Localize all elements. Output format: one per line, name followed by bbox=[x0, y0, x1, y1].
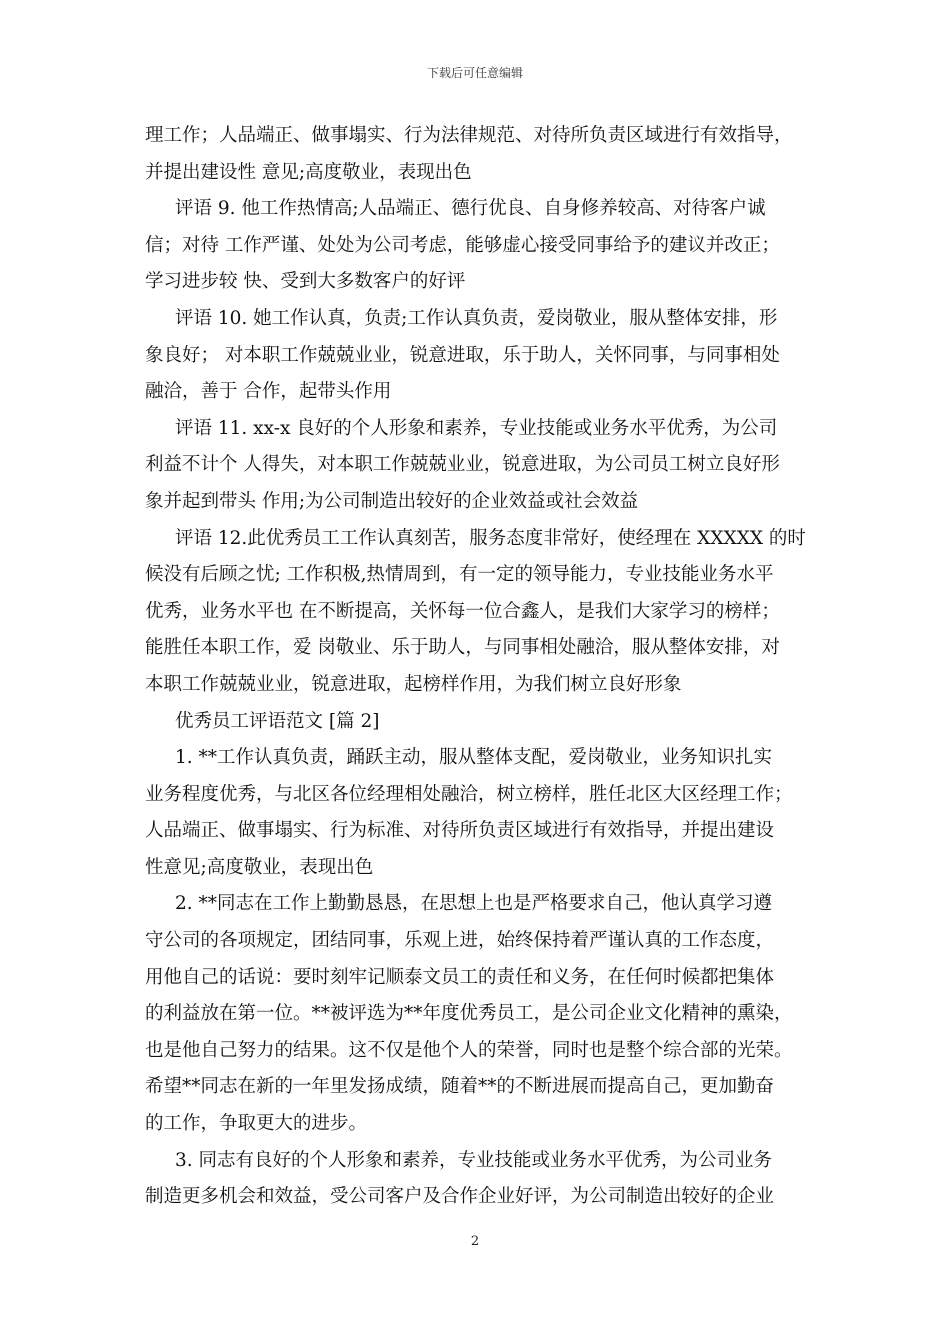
text-line: 性意见;高度敬业，表现出色 bbox=[145, 856, 374, 878]
text-line: 融洽，善于 合作，起带头作用 bbox=[145, 381, 392, 403]
text-line: 用他自己的话说：要时刻牢记顺泰文员工的责任和义务，在任何时候都把集体 bbox=[145, 966, 775, 988]
comment-11-line: 评语 11. xx-x 良好的个人形象和素养，专业技能或业务水平优秀，为公司 bbox=[175, 417, 778, 439]
section-heading: 优秀员工评语范文 [篇 2] bbox=[175, 710, 380, 732]
page-header: 下载后可任意编辑 bbox=[426, 66, 523, 80]
text-line: 的利益放在第一位。**被评选为**年度优秀员工，是公司企业文化精神的熏染， bbox=[145, 1003, 793, 1025]
text-line: 本职工作兢兢业业，锐意进取，起榜样作用，为我们树立良好形象 bbox=[145, 673, 682, 695]
text-line: 人品端正、做事塌实、行为标准、对待所负责区域进行有效指导，并提出建设 bbox=[145, 820, 775, 842]
text-line: 理工作；人品端正、做事塌实、行为法律规范、对待所负责区域进行有效指导， bbox=[145, 125, 793, 146]
text-line: 守公司的各项规定，团结同事，乐观上进，始终保持着严谨认真的工作态度， bbox=[145, 930, 775, 952]
text-line: 也是他自己努力的结果。这不仅是他个人的荣誉，同时也是整个综合部的光荣。 bbox=[145, 1039, 793, 1061]
text-line: 象并起到带头 作用;为公司制造出较好的企业效益或社会效益 bbox=[145, 490, 639, 512]
text-line: 业务程度优秀，与北区各位经理相处融洽，树立榜样，胜任北区大区经理工作； bbox=[145, 783, 793, 805]
text-line: 制造更多机会和效益，受公司客户及合作企业好评，为公司制造出较好的企业 bbox=[145, 1186, 775, 1208]
text-line: 优秀，业务水平也 在不断提高，关怀每一位合鑫人，是我们大家学习的榜样； bbox=[145, 600, 780, 622]
text-line: 利益不计个 人得失，对本职工作兢兢业业，锐意进取，为公司员工树立良好形 bbox=[145, 454, 780, 476]
comment-10-line: 评语 10. 她工作认真，负责;工作认真负责，爱岗敬业，服从整体安排，形 bbox=[175, 307, 778, 329]
comment-12-line: 评语 12.此优秀员工工作认真刻苦，服务态度非常好，使经理在 XXXXX 的时 bbox=[175, 527, 806, 549]
item-1-line: 1. **工作认真负责，踊跃主动，服从整体支配，爱岗敬业，业务知识扎实 bbox=[175, 747, 773, 769]
text-line: 并提出建设性 意见;高度敬业，表现出色 bbox=[145, 161, 472, 183]
comment-9-line: 评语 9. 他工作热情高;人品端正、德行优良、自身修养较高、对待客户诚 bbox=[175, 198, 766, 220]
text-line: 象良好； 对本职工作兢兢业业，锐意进取，乐于助人，关怀同事，与同事相处 bbox=[145, 344, 780, 366]
text-line: 的工作，争取更大的进步。 bbox=[145, 1113, 368, 1135]
item-2-line: 2. **同志在工作上勤勤恳恳，在思想上也是严格要求自己，他认真学习遵 bbox=[175, 893, 773, 915]
page-number: 2 bbox=[470, 1234, 480, 1249]
text-line: 信；对待 工作严谨、处处为公司考虑，能够虚心接受同事给予的建议并改正； bbox=[145, 234, 780, 256]
text-line: 候没有后顾之忧; 工作积极,热情周到，有一定的领导能力，专业技能业务水平 bbox=[145, 564, 774, 586]
text-line: 学习进步较 快、受到大多数客户的好评 bbox=[145, 271, 466, 293]
text-line: 希望**同志在新的一年里发扬成绩，随着**的不断进展而提高自己，更加勤奋 bbox=[145, 1076, 775, 1098]
document-body bbox=[145, 118, 825, 1216]
text-line: 能胜任本职工作，爱 岗敬业、乐于助人，与同事相处融洽，服从整体安排，对 bbox=[145, 637, 780, 659]
item-3-line: 3. 同志有良好的个人形象和素养，专业技能或业务水平优秀，为公司业务 bbox=[175, 1149, 773, 1171]
